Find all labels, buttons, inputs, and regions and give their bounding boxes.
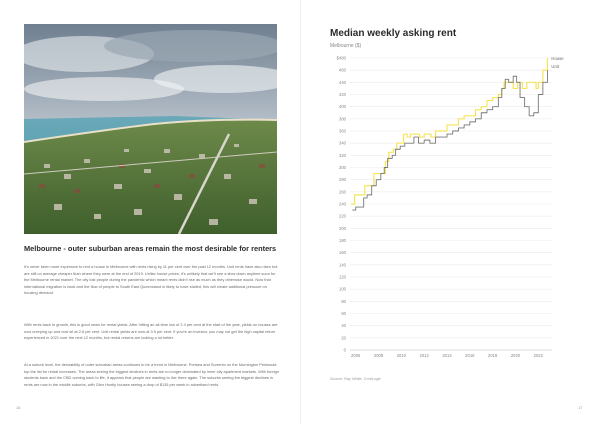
y-tick-label: 220 [339, 213, 346, 219]
y-tick-label: 320 [339, 152, 346, 158]
x-tick-label: 2012 [419, 353, 429, 358]
series-label-unit: Unit [551, 64, 559, 70]
y-tick-label: 400 [339, 104, 346, 110]
y-tick-label: 360 [339, 128, 346, 134]
x-tick-label: 2014 [442, 353, 452, 358]
y-tick-label: 380 [339, 116, 346, 122]
y-tick-label: 100 [339, 286, 346, 292]
y-tick-label: 300 [339, 165, 346, 170]
body-paragraph-2: With rents back to growth, this is good news for rental yields. After hitting an all-time low of 2.4 per cent at the start of the year, yields on houses are now creeping up and now sit at 2.6 per cent. Unit rental yields are now at 3.9 per cent. If you're an investor, you may not get the high capital return experienced in 2021 over the next 12 months, but rental returns are looking a lot better. [24, 322, 278, 341]
x-tick-label: 2008 [373, 353, 384, 358]
y-tick-label: 160 [339, 250, 346, 256]
series-line-unit [352, 70, 547, 210]
x-tick-label: 2022 [533, 353, 543, 358]
y-tick-label: 60 [341, 311, 346, 316]
x-tick-label: 2010 [396, 353, 407, 358]
x-tick-label: 2006 [351, 353, 361, 358]
y-tick-label: 280 [339, 177, 346, 183]
y-tick-label: 0 [343, 347, 346, 353]
chart-subtitle: Melbourne ($) [330, 43, 362, 49]
article-heading: Melbourne - outer suburban areas remain the most desirable for renters [24, 244, 277, 253]
x-tick-label: 2020 [510, 353, 521, 358]
x-tick-label: 2016 [465, 353, 475, 358]
rent-line-chart [320, 50, 582, 365]
y-tick-label: 420 [339, 92, 346, 97]
series-label-house: House [551, 56, 564, 61]
y-tick-label: 460 [339, 67, 346, 73]
y-tick-label: 40 [341, 323, 346, 329]
x-tick-label: 2018 [487, 353, 498, 358]
y-tick-label: $480 [336, 55, 346, 61]
chart-series [351, 56, 564, 210]
aerial-suburb-photo [24, 24, 277, 234]
y-tick-label: 140 [339, 262, 346, 268]
chart-title: Median weekly asking rent [330, 28, 457, 39]
photo-illustration [24, 24, 277, 234]
body-paragraph-1: It's never been more expensive to rent a house in Melbourne with rents rising by 11 per cent over the past 12 months. Unit rents have also risen but are still on average cheaper than where they were at the end of 2019. Unlike house prices, it's unlikely that we'll see a slow down anytime soon for the Melbourne rental market. The city lost people during the pandemic which meant rents didn't rise as much as they otherwise would. Now that international migration is back and the flow of people to South East Queensland is likely to have stalled, this will create additional pressure on housing demand. [24, 264, 278, 296]
y-tick-label: 260 [339, 189, 346, 195]
y-axis-ticks [337, 56, 347, 353]
y-tick-label: 240 [339, 201, 346, 207]
y-tick-label: 200 [339, 225, 346, 231]
y-tick-label: 440 [339, 79, 346, 85]
body-paragraph-3: At a suburb level, the desirability of outer suburban areas continues to be a trend in Melbourne. Portsea and Sorrento on the Mornington Peninsula top the list for rental increases. The areas seeing the biggest declines in rents are no longer dominated by inner city apartment markets. With foreign students back and the CBD coming back to life, it appears that people are wanting to live there again. The suburbs seeing the biggest declines in rents are now in the middle suburbs, with Glen Huntly houses seeing a drop of $135 per week in advertised rents. [24, 362, 279, 387]
page-number-left: 16 [16, 405, 21, 410]
y-tick-label: 80 [341, 298, 346, 304]
y-tick-label: 120 [339, 274, 346, 280]
x-axis-ticks [351, 353, 544, 358]
y-tick-label: 180 [339, 238, 346, 243]
chart-source: Source: Ray White, CoreLogic [330, 377, 382, 381]
page-number-right: 17 [578, 405, 583, 410]
y-tick-label: 20 [341, 335, 346, 341]
spread-divider [300, 0, 301, 424]
chart-grid [350, 58, 552, 350]
y-tick-label: 340 [339, 140, 346, 146]
